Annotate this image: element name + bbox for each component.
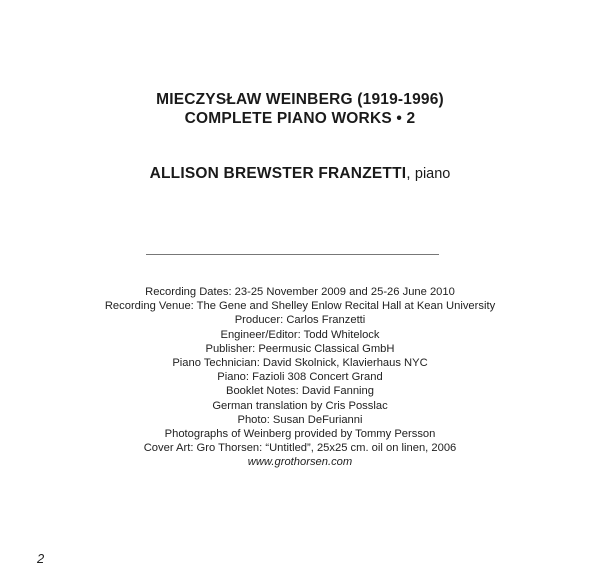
work-title: COMPLETE PIANO WORKS • 2 bbox=[184, 110, 416, 127]
credit-line: Piano Technician: David Skolnick, Klavierhaus NYC bbox=[172, 357, 428, 370]
credit-line: Booklet Notes: David Fanning bbox=[225, 385, 374, 398]
website-link[interactable]: www.grothorsen.com bbox=[247, 456, 353, 469]
composer-title: MIECZYSŁAW WEINBERG (1919-1996) bbox=[156, 91, 444, 108]
performer-separator: , bbox=[406, 165, 415, 182]
credit-line: Cover Art: Gro Thorsen: “Untitled”, 25x25 cm. oil on linen, 2006 bbox=[143, 442, 457, 455]
credit-line: Producer: Carlos Franzetti bbox=[234, 314, 366, 327]
credit-line: Recording Dates: 23-25 November 2009 and 25-26 June 2010 bbox=[145, 286, 455, 298]
performer-instrument: piano bbox=[414, 166, 451, 182]
credit-line: Piano: Fazioli 308 Concert Grand bbox=[217, 371, 383, 384]
credit-line: Recording Venue: The Gene and Shelley Enlow Recital Hall at Kean University bbox=[104, 300, 496, 313]
credit-line: Photo: Susan DeFurianni bbox=[237, 413, 363, 426]
performer-name: ALLISON BREWSTER FRANZETTI bbox=[149, 165, 407, 182]
divider-rule bbox=[146, 254, 439, 255]
credit-line: Engineer/Editor: Todd Whitelock bbox=[220, 328, 380, 341]
performer-line bbox=[0, 163, 600, 185]
page-number: 2 bbox=[37, 551, 45, 566]
credit-line: German translation by Cris Posslac bbox=[212, 399, 388, 412]
credits-block bbox=[0, 285, 600, 470]
credit-line: Publisher: Peermusic Classical GmbH bbox=[205, 342, 395, 355]
credit-line: Photographs of Weinberg provided by Tommy Persson bbox=[164, 428, 436, 441]
